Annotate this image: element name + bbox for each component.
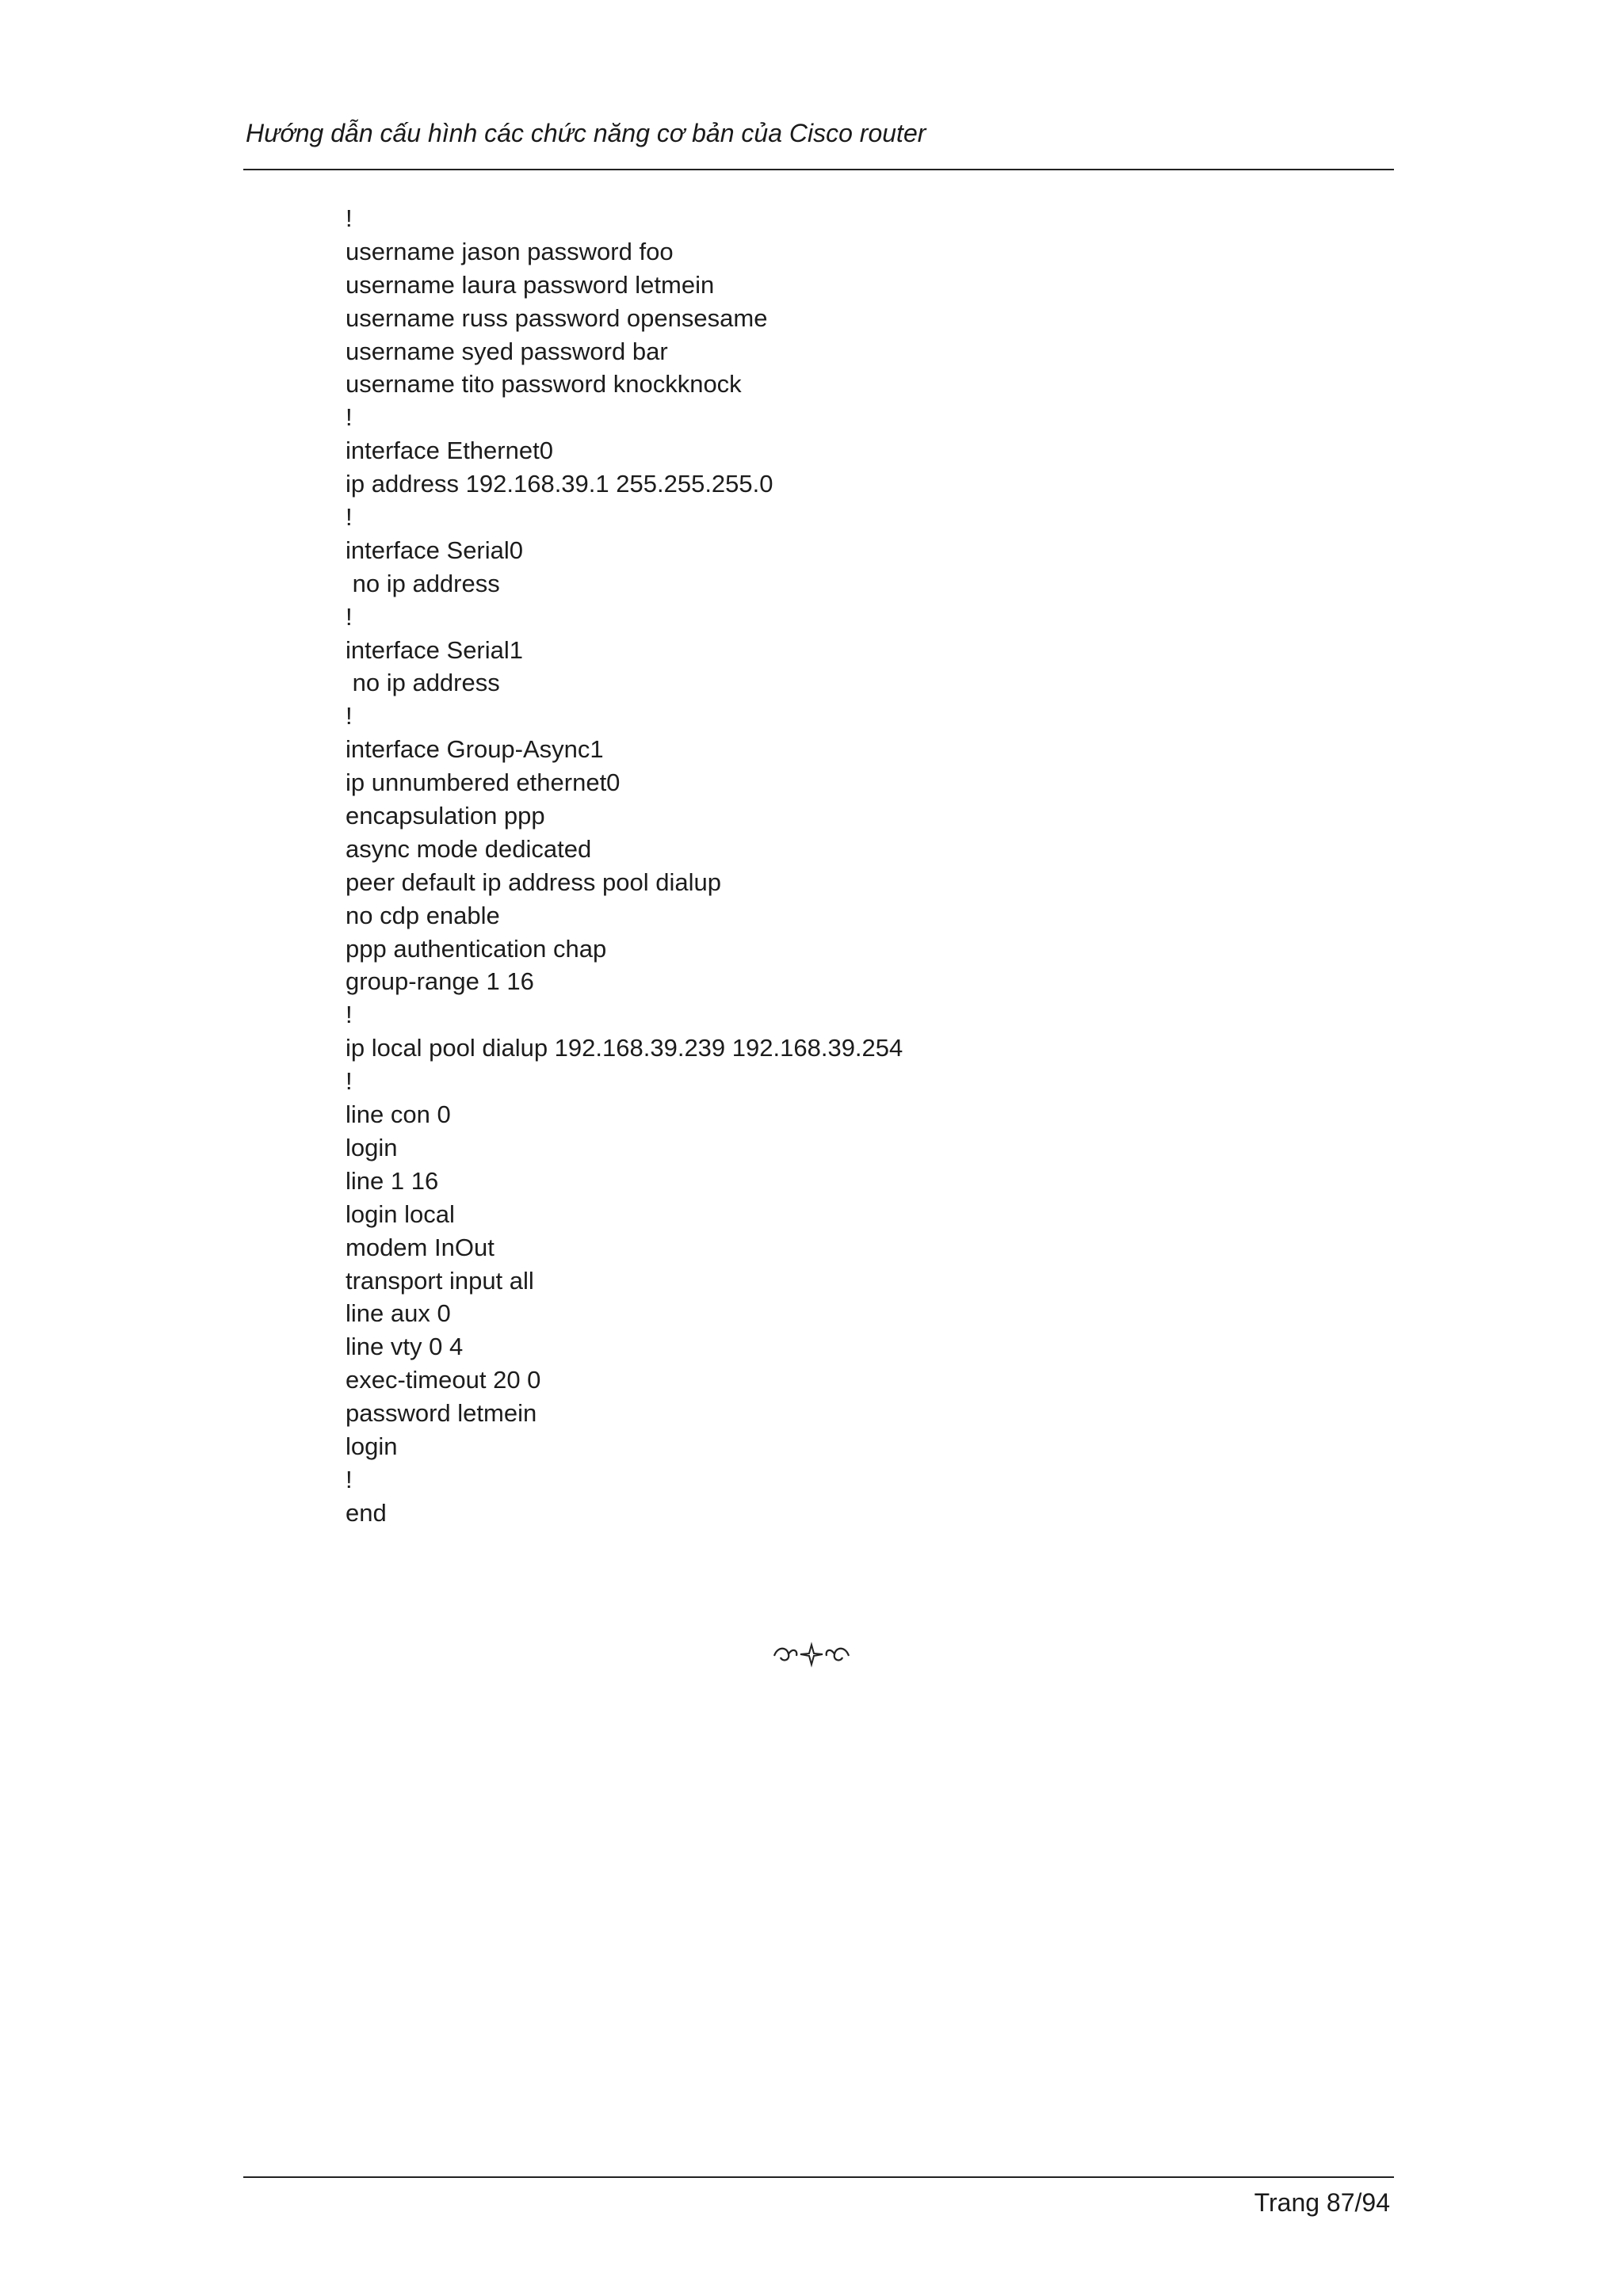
config-line: line vty 0 4 (346, 1333, 464, 1361)
config-line: line con 0 (346, 1100, 451, 1129)
config-line: encapsulation ppp (346, 802, 545, 830)
section-end-ornament-icon (0, 1638, 1623, 1677)
config-line: ip address 192.168.39.1 255.255.255.0 (346, 470, 773, 498)
config-line: ! (346, 602, 353, 631)
config-line: line aux 0 (346, 1299, 451, 1328)
config-line: interface Serial1 (346, 635, 524, 664)
config-line: ! (346, 503, 353, 532)
header-divider (243, 169, 1394, 170)
ornament-glyph (768, 1638, 855, 1670)
config-line: no ip address (346, 569, 500, 597)
config-line: ! (346, 1001, 353, 1029)
config-line: login (346, 1432, 398, 1460)
config-line: username jason password foo (346, 237, 674, 265)
config-line: no cdp enable (346, 901, 500, 929)
config-line: line 1 16 (346, 1166, 439, 1195)
page-header-title: Hướng dẫn cấu hình các chức năng cơ bản của Cisco router (246, 119, 926, 147)
config-line: ! (346, 702, 353, 730)
config-line: ! (346, 403, 353, 432)
config-line: group-range 1 16 (346, 967, 534, 996)
config-line: peer default ip address pool dialup (346, 868, 721, 896)
config-line: ip local pool dialup 192.168.39.239 192.168.39.254 (346, 1034, 903, 1062)
config-line: password letmein (346, 1399, 537, 1428)
config-line: interface Serial0 (346, 536, 524, 564)
config-line: username russ password opensesame (346, 303, 768, 332)
config-line: login local (346, 1199, 455, 1228)
config-line: ! (346, 1465, 353, 1493)
config-line: ! (346, 1067, 353, 1096)
footer-divider (243, 2176, 1394, 2178)
config-listing (346, 202, 903, 1530)
config-line: interface Ethernet0 (346, 437, 553, 465)
config-line: interface Group-Async1 (346, 735, 604, 764)
config-line: modem InOut (346, 1233, 495, 1261)
config-line: username tito password knockknock (346, 370, 742, 399)
config-line: username syed password bar (346, 337, 668, 365)
config-line: ip unnumbered ethernet0 (346, 769, 621, 797)
config-line: ppp authentication chap (346, 934, 607, 963)
config-line: no ip address (346, 669, 500, 697)
config-line: ! (346, 204, 353, 232)
config-line: end (346, 1498, 387, 1527)
config-line: transport input all (346, 1266, 534, 1295)
config-line: async mode dedicated (346, 834, 592, 863)
config-line: exec-timeout 20 0 (346, 1366, 541, 1394)
config-line: login (346, 1133, 398, 1161)
config-line: username laura password letmein (346, 270, 715, 299)
page-number: Trang 87/94 (1254, 2188, 1390, 2217)
